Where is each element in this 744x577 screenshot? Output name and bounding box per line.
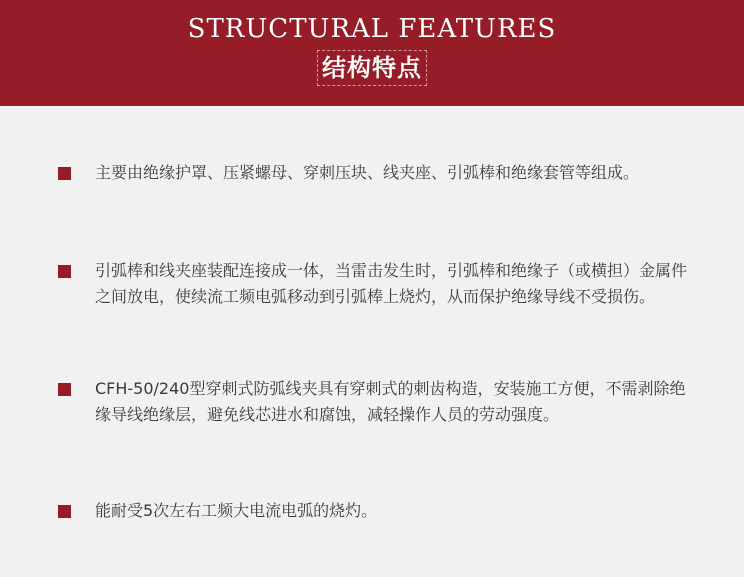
title-chinese-wrap — [0, 50, 744, 86]
title-chinese: 结构特点 — [317, 50, 427, 86]
square-bullet-icon — [58, 383, 71, 396]
feature-text: 能耐受5次左右工频大电流电弧的烧灼。 — [95, 501, 378, 520]
feature-text: 引弧棒和线夹座装配连接成一体，当雷击发生时，引弧棒和绝缘子（或横担）金属件之间放电，使续流工频电弧移动到引弧棒上烧灼，从而保护绝缘导线不受损伤。 — [95, 261, 688, 306]
square-bullet-icon — [58, 505, 71, 518]
header-banner — [0, 0, 744, 106]
title-english: STRUCTURAL FEATURES — [187, 14, 557, 44]
square-bullet-icon — [58, 167, 71, 180]
feature-text: CFH-50/240型穿刺式防弧线夹具有穿刺式的刺齿构造，安装施工方便，不需剥除绝缘导线绝缘层，避免线芯进水和腐蚀，减轻操作人员的劳动强度。 — [95, 379, 686, 424]
feature-text: 主要由绝缘护罩、压紧螺母、穿刺压块、线夹座、引弧棒和绝缘套管等组成。 — [95, 163, 640, 182]
square-bullet-icon — [58, 265, 71, 278]
